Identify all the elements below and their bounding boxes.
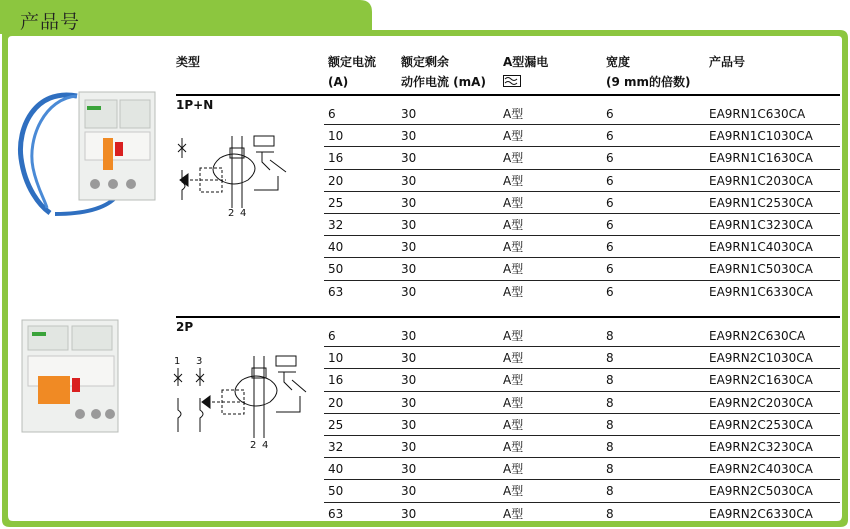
rated-current-cell: 20 [328,173,344,188]
group-separator-rule [176,316,840,318]
width-cell: 8 [606,506,614,521]
leak-type-cell: A型 [503,373,524,388]
rated-current-cell: 10 [328,351,344,366]
width-cell: 6 [606,129,614,144]
product-number-cell: EA9RN1C2030CA [709,173,813,188]
width-cell: 8 [606,462,614,477]
header-product-number: 产品号 [709,55,746,69]
terminal-label: 4 [262,440,269,451]
width-cell: 6 [606,262,614,277]
residual-current-cell: 30 [401,284,417,299]
rated-current-cell: 40 [328,240,344,255]
residual-current-cell: 30 [401,218,417,232]
leak-type-cell: A型 [503,173,524,188]
row-divider [324,479,840,480]
row-divider [324,280,840,281]
residual-current-cell: 30 [401,506,417,521]
row-divider [324,257,840,258]
width-cell: 8 [606,351,614,366]
width-cell: 8 [606,395,614,410]
width-cell: 8 [606,373,614,388]
leak-type-cell: A型 [503,262,524,277]
residual-current-cell: 30 [401,262,417,277]
product-number-cell: EA9RN2C4030CA [709,462,813,477]
residual-current-cell: 30 [401,129,417,144]
product-number-cell: EA9RN2C2530CA [709,417,813,432]
header-rule [176,94,840,96]
row-divider [324,235,840,236]
product-number-cell: EA9RN1C630CA [709,107,806,121]
width-cell: 6 [606,195,614,210]
rated-current-cell: 40 [328,462,344,477]
width-cell: 6 [606,151,614,166]
leak-type-cell: A型 [503,195,524,210]
residual-current-cell: 30 [401,440,417,454]
rated-current-cell: 16 [328,151,344,166]
product-number-cell: EA9RN1C1630CA [709,151,813,166]
row-divider [324,146,840,147]
row-divider [324,435,840,436]
product-image-2p [20,318,122,436]
terminal-label: 2 [250,440,257,451]
rated-current-cell: 25 [328,417,344,432]
leak-type-cell: A型 [503,329,524,343]
leak-type-cell: A型 [503,462,524,477]
residual-current-cell: 30 [401,107,417,121]
header-rated-current: 额定电流 (A) [328,55,377,89]
width-cell: 8 [606,329,614,343]
width-cell: 6 [606,173,614,188]
row-divider [324,346,840,347]
product-number-cell: EA9RN2C5030CA [709,484,813,499]
rated-current-cell: 16 [328,373,344,388]
leak-type-cell: A型 [503,506,524,521]
rated-current-cell: 63 [328,284,344,299]
header-width: 宽度 (9 mm的倍数) [606,55,691,89]
wiring-diagram-1pn [170,130,300,220]
residual-current-cell: 30 [401,373,417,388]
product-number-cell: EA9RN2C3230CA [709,440,813,454]
group-label-1pn: 1P+N [176,98,214,112]
rated-current-cell: 32 [328,218,344,232]
row-divider [324,169,840,170]
terminal-label: 3 [196,356,203,367]
rated-current-cell: 50 [328,484,344,499]
wiring-diagram-2p [170,352,310,452]
leak-type-cell: A型 [503,484,524,499]
leak-type-cell: A型 [503,129,524,144]
header-type-a-leak: A型漏电 [503,55,549,69]
residual-current-type-a-icon [503,75,521,87]
product-number-cell: EA9RN1C3230CA [709,218,813,232]
width-cell: 8 [606,417,614,432]
rated-current-cell: 6 [328,107,336,121]
width-cell: 6 [606,218,614,232]
terminal-label: 4 [240,208,247,219]
page-title: 产品号 [20,11,81,33]
residual-current-cell: 30 [401,351,417,366]
leak-type-cell: A型 [503,284,524,299]
row-divider [324,124,840,125]
leak-type-cell: A型 [503,218,524,232]
leak-type-cell: A型 [503,395,524,410]
group-label-2p: 2P [176,320,194,334]
header-type: 类型 [176,55,201,69]
residual-current-cell: 30 [401,417,417,432]
row-divider [324,502,840,503]
rated-current-cell: 10 [328,129,344,144]
product-number-cell: EA9RN1C4030CA [709,240,813,255]
width-cell: 6 [606,284,614,299]
leak-type-cell: A型 [503,440,524,454]
row-divider [324,413,840,414]
rated-current-cell: 32 [328,440,344,454]
width-cell: 8 [606,440,614,454]
width-cell: 6 [606,240,614,255]
product-number-cell: EA9RN2C1630CA [709,373,813,388]
row-divider [324,368,840,369]
rated-current-cell: 6 [328,329,336,343]
row-divider [324,213,840,214]
rated-current-cell: 50 [328,262,344,277]
product-image-1pn [15,88,165,220]
row-divider [324,391,840,392]
product-number-cell: EA9RN1C1030CA [709,129,813,144]
product-number-cell: EA9RN2C2030CA [709,395,813,410]
width-cell: 6 [606,107,614,121]
leak-type-cell: A型 [503,151,524,166]
row-divider [324,191,840,192]
terminal-label: 2 [228,208,235,219]
width-cell: 8 [606,484,614,499]
product-number-cell: EA9RN2C630CA [709,329,806,343]
residual-current-cell: 30 [401,195,417,210]
row-divider [324,457,840,458]
rated-current-cell: 63 [328,506,344,521]
leak-type-cell: A型 [503,107,524,121]
terminal-label: 1 [174,356,181,367]
rated-current-cell: 20 [328,395,344,410]
leak-type-cell: A型 [503,417,524,432]
leak-type-cell: A型 [503,351,524,366]
residual-current-cell: 30 [401,173,417,188]
residual-current-cell: 30 [401,151,417,166]
product-number-cell: EA9RN2C6330CA [709,506,813,521]
residual-current-cell: 30 [401,484,417,499]
residual-current-cell: 30 [401,395,417,410]
header-residual-current: 额定剩余 动作电流 (mA) [401,55,486,89]
product-number-cell: EA9RN1C2530CA [709,195,813,210]
residual-current-cell: 30 [401,329,417,343]
residual-current-cell: 30 [401,462,417,477]
product-number-cell: EA9RN1C6330CA [709,284,813,299]
rated-current-cell: 25 [328,195,344,210]
product-number-cell: EA9RN1C5030CA [709,262,813,277]
residual-current-cell: 30 [401,240,417,255]
leak-type-cell: A型 [503,240,524,255]
product-number-cell: EA9RN2C1030CA [709,351,813,366]
